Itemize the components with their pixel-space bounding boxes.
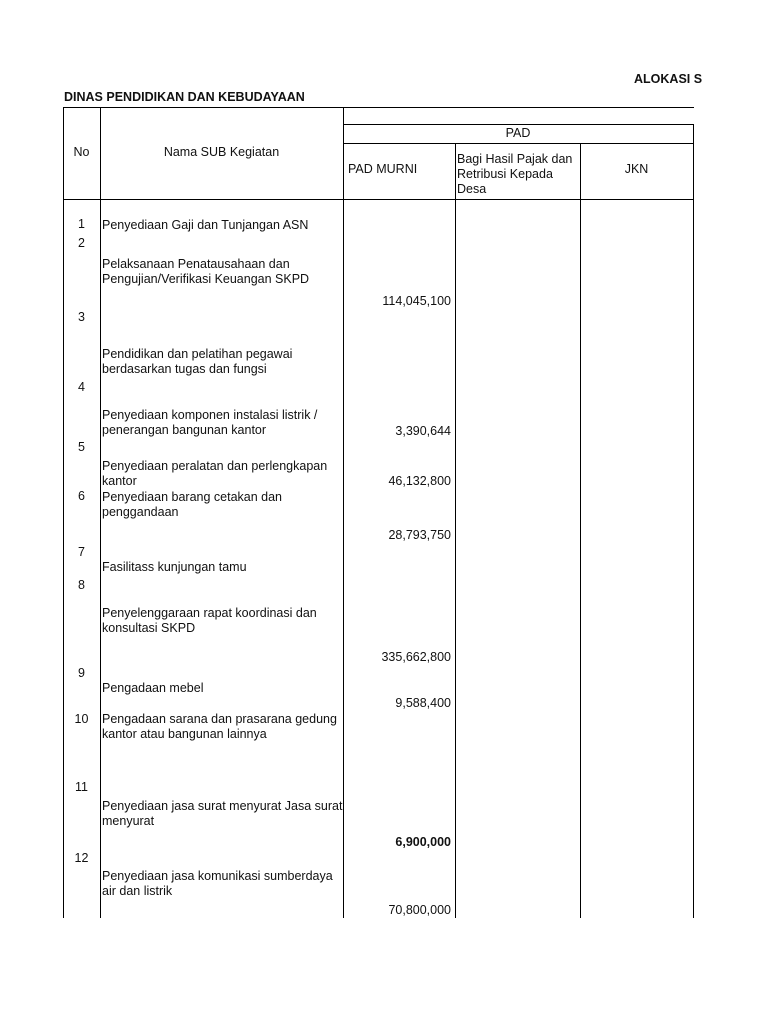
row-number: 4 [78,380,85,394]
activity-name: menyurat [102,814,155,828]
activity-name: kantor atau bangunan lainnya [102,727,267,741]
activity-name: penerangan bangunan kantor [102,423,267,437]
column-header-pad-murni: PAD MURNI [348,162,418,176]
activity-name: penggandaan [102,505,179,519]
amount-value: 114,045,100 [382,294,451,308]
activity-name: Pendidikan dan pelatihan pegawai [102,347,293,361]
activity-name: air dan listrik [102,884,173,898]
activity-name: Penyediaan komponen instalasi listrik / [102,408,318,422]
amount-value: 46,132,800 [388,474,451,488]
amount-value: 335,662,800 [381,650,451,664]
activity-name: Penyediaan jasa surat menyurat Jasa surat [102,799,343,813]
activity-name: konsultasi SKPD [102,621,196,635]
activity-name: Penyediaan jasa komunikasi sumberdaya [102,869,333,883]
activity-name: Penyediaan peralatan dan perlengkapan [102,459,328,473]
activity-name: Pelaksanaan Penatausahaan dan [102,257,290,271]
report-title: ALOKASI S [634,72,703,86]
activity-name: kantor [102,474,137,488]
column-header-no: No [73,145,90,159]
column-header-bagi-hasil-line-3: Desa [457,182,487,196]
row-number: 3 [78,310,85,324]
amount-value: 6,900,000 [395,835,451,849]
activity-name: Pengadaan mebel [102,681,204,695]
row-number: 11 [75,780,88,794]
row-number: 2 [78,236,85,250]
agency-name: DINAS PENDIDIKAN DAN KEBUDAYAAN [64,90,305,104]
activity-name: Pengadaan sarana dan prasarana gedung [102,712,337,726]
column-group-pad: PAD [505,126,531,140]
row-number: 6 [78,489,85,503]
amount-value: 28,793,750 [388,528,451,542]
activity-name: Fasilitass kunjungan tamu [102,560,247,574]
amount-value: 3,390,644 [395,424,451,438]
row-number: 9 [78,666,85,680]
amount-value: 70,800,000 [388,903,451,917]
amount-value: 9,588,400 [395,696,451,710]
activity-name: Penyediaan Gaji dan Tunjangan ASN [102,218,309,232]
column-header-bagi-hasil-line-2: Retribusi Kepada [457,167,553,181]
activity-name: Penyelenggaraan rapat koordinasi dan [102,606,317,620]
row-number: 8 [78,578,85,592]
row-number: 7 [78,545,85,559]
activity-name: Penyediaan barang cetakan dan [102,490,283,504]
activity-name: berdasarkan tugas dan fungsi [102,362,267,376]
column-header-bagi-hasil-line-1: Bagi Hasil Pajak dan [457,152,573,166]
row-number: 1 [78,217,85,231]
row-number: 10 [74,712,89,726]
column-header-jkn: JKN [624,162,649,176]
column-header-name: Nama SUB Kegiatan [163,145,280,159]
activity-name: Pengujian/Verifikasi Keuangan SKPD [102,272,310,286]
row-number: 12 [74,851,89,865]
row-number: 5 [78,440,85,454]
